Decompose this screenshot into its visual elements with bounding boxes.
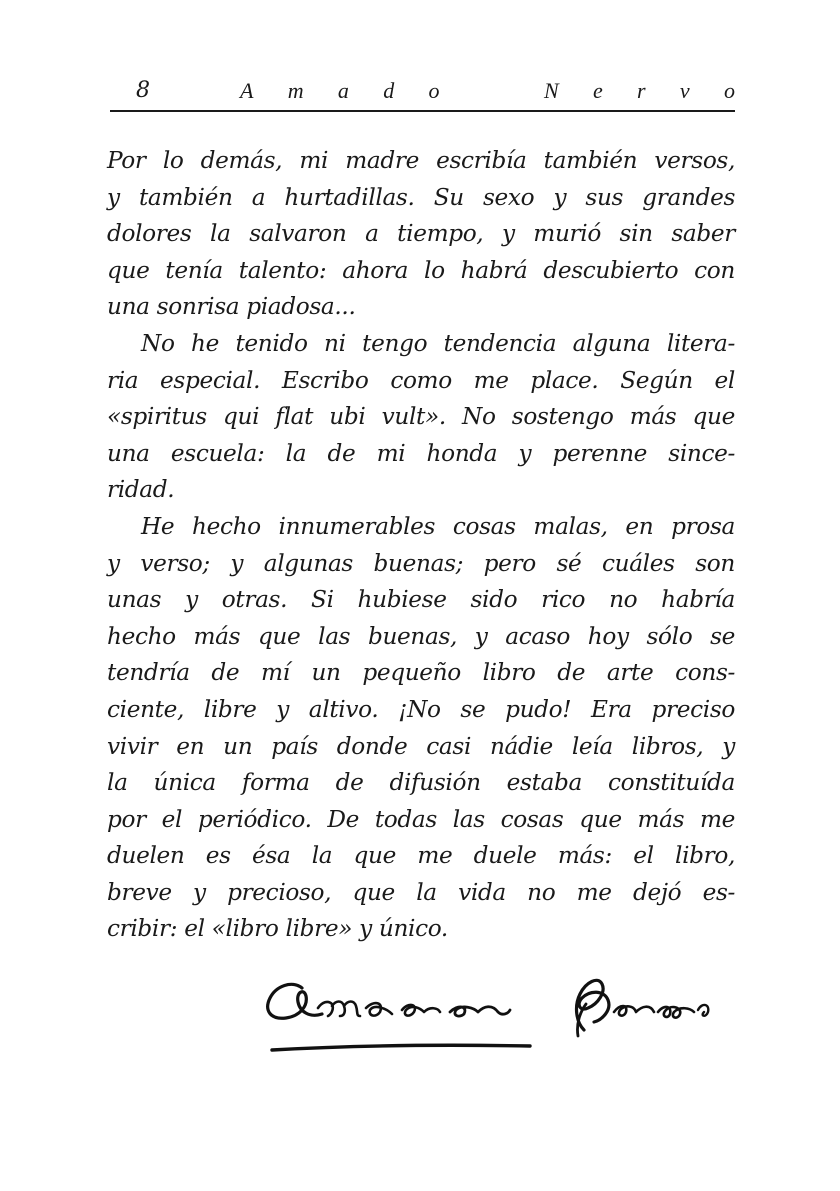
- text-line: unas y otras. Si hubiese sido rico no habría: [107, 586, 735, 614]
- running-header: [110, 74, 735, 110]
- text-line: «spiritus qui flat ubi vult». No sostengo más que: [107, 403, 735, 431]
- text-line: una sonrisa piadosa...: [107, 293, 356, 321]
- header-rule: [110, 110, 735, 112]
- running-head-author: [240, 78, 735, 104]
- running-head-letter: d: [383, 78, 395, 103]
- word-gap: [474, 78, 510, 104]
- text-line: duelen es ésa la que me duele más: el libro,: [107, 842, 735, 870]
- text-line: He hecho innumerables cosas malas, en prosa: [141, 512, 735, 540]
- body-text: [107, 143, 735, 948]
- running-head-letter: v: [679, 78, 690, 103]
- text-line: y verso; y algunas buenas; pero sé cuáles son: [107, 549, 735, 577]
- text-line: tendría de mí un pequeño libro de arte cons-: [107, 659, 735, 687]
- text-line: ridad.: [107, 476, 175, 504]
- running-head-letter: m: [287, 78, 304, 103]
- running-head-letter: a: [337, 78, 349, 103]
- running-head-letter: A: [240, 78, 254, 103]
- text-line: ria especial. Escribo como me place. Según el: [107, 366, 735, 394]
- running-head-letter: r: [637, 78, 646, 103]
- handwritten-signature: [262, 968, 732, 1064]
- text-line: que tenía talento: ahora lo habrá descubierto con: [107, 256, 735, 284]
- text-line: la única forma de difusión estaba constituída: [107, 769, 735, 797]
- text-line: No he tenido ni tengo tendencia alguna litera-: [141, 329, 735, 357]
- text-line: y también a hurtadillas. Su sexo y sus grandes: [107, 183, 735, 211]
- running-head-letter: N: [544, 78, 559, 103]
- text-line: una escuela: la de mi honda y perenne since-: [107, 439, 735, 467]
- page-number: 8: [136, 78, 150, 103]
- text-line: dolores la salvaron a tiempo, y murió sin saber: [107, 220, 735, 248]
- text-line: hecho más que las buenas, y acaso hoy sólo se: [107, 622, 735, 650]
- running-head-letter: e: [593, 78, 603, 103]
- running-head-letter: o: [428, 78, 440, 103]
- text-line: Por lo demás, mi madre escribía también versos,: [107, 147, 735, 174]
- text-line: cribir: el «libro libre» y único.: [107, 915, 448, 943]
- running-head-letter: o: [723, 78, 735, 103]
- text-line: ciente, libre y altivo. ¡No se pudo! Era preciso: [107, 695, 735, 723]
- text-line: breve y precioso, que la vida no me dejó es-: [107, 878, 735, 906]
- text-line: por el periódico. De todas las cosas que más me: [107, 805, 735, 833]
- text-line: vivir en un país donde casi nádie leía libros, y: [107, 732, 735, 760]
